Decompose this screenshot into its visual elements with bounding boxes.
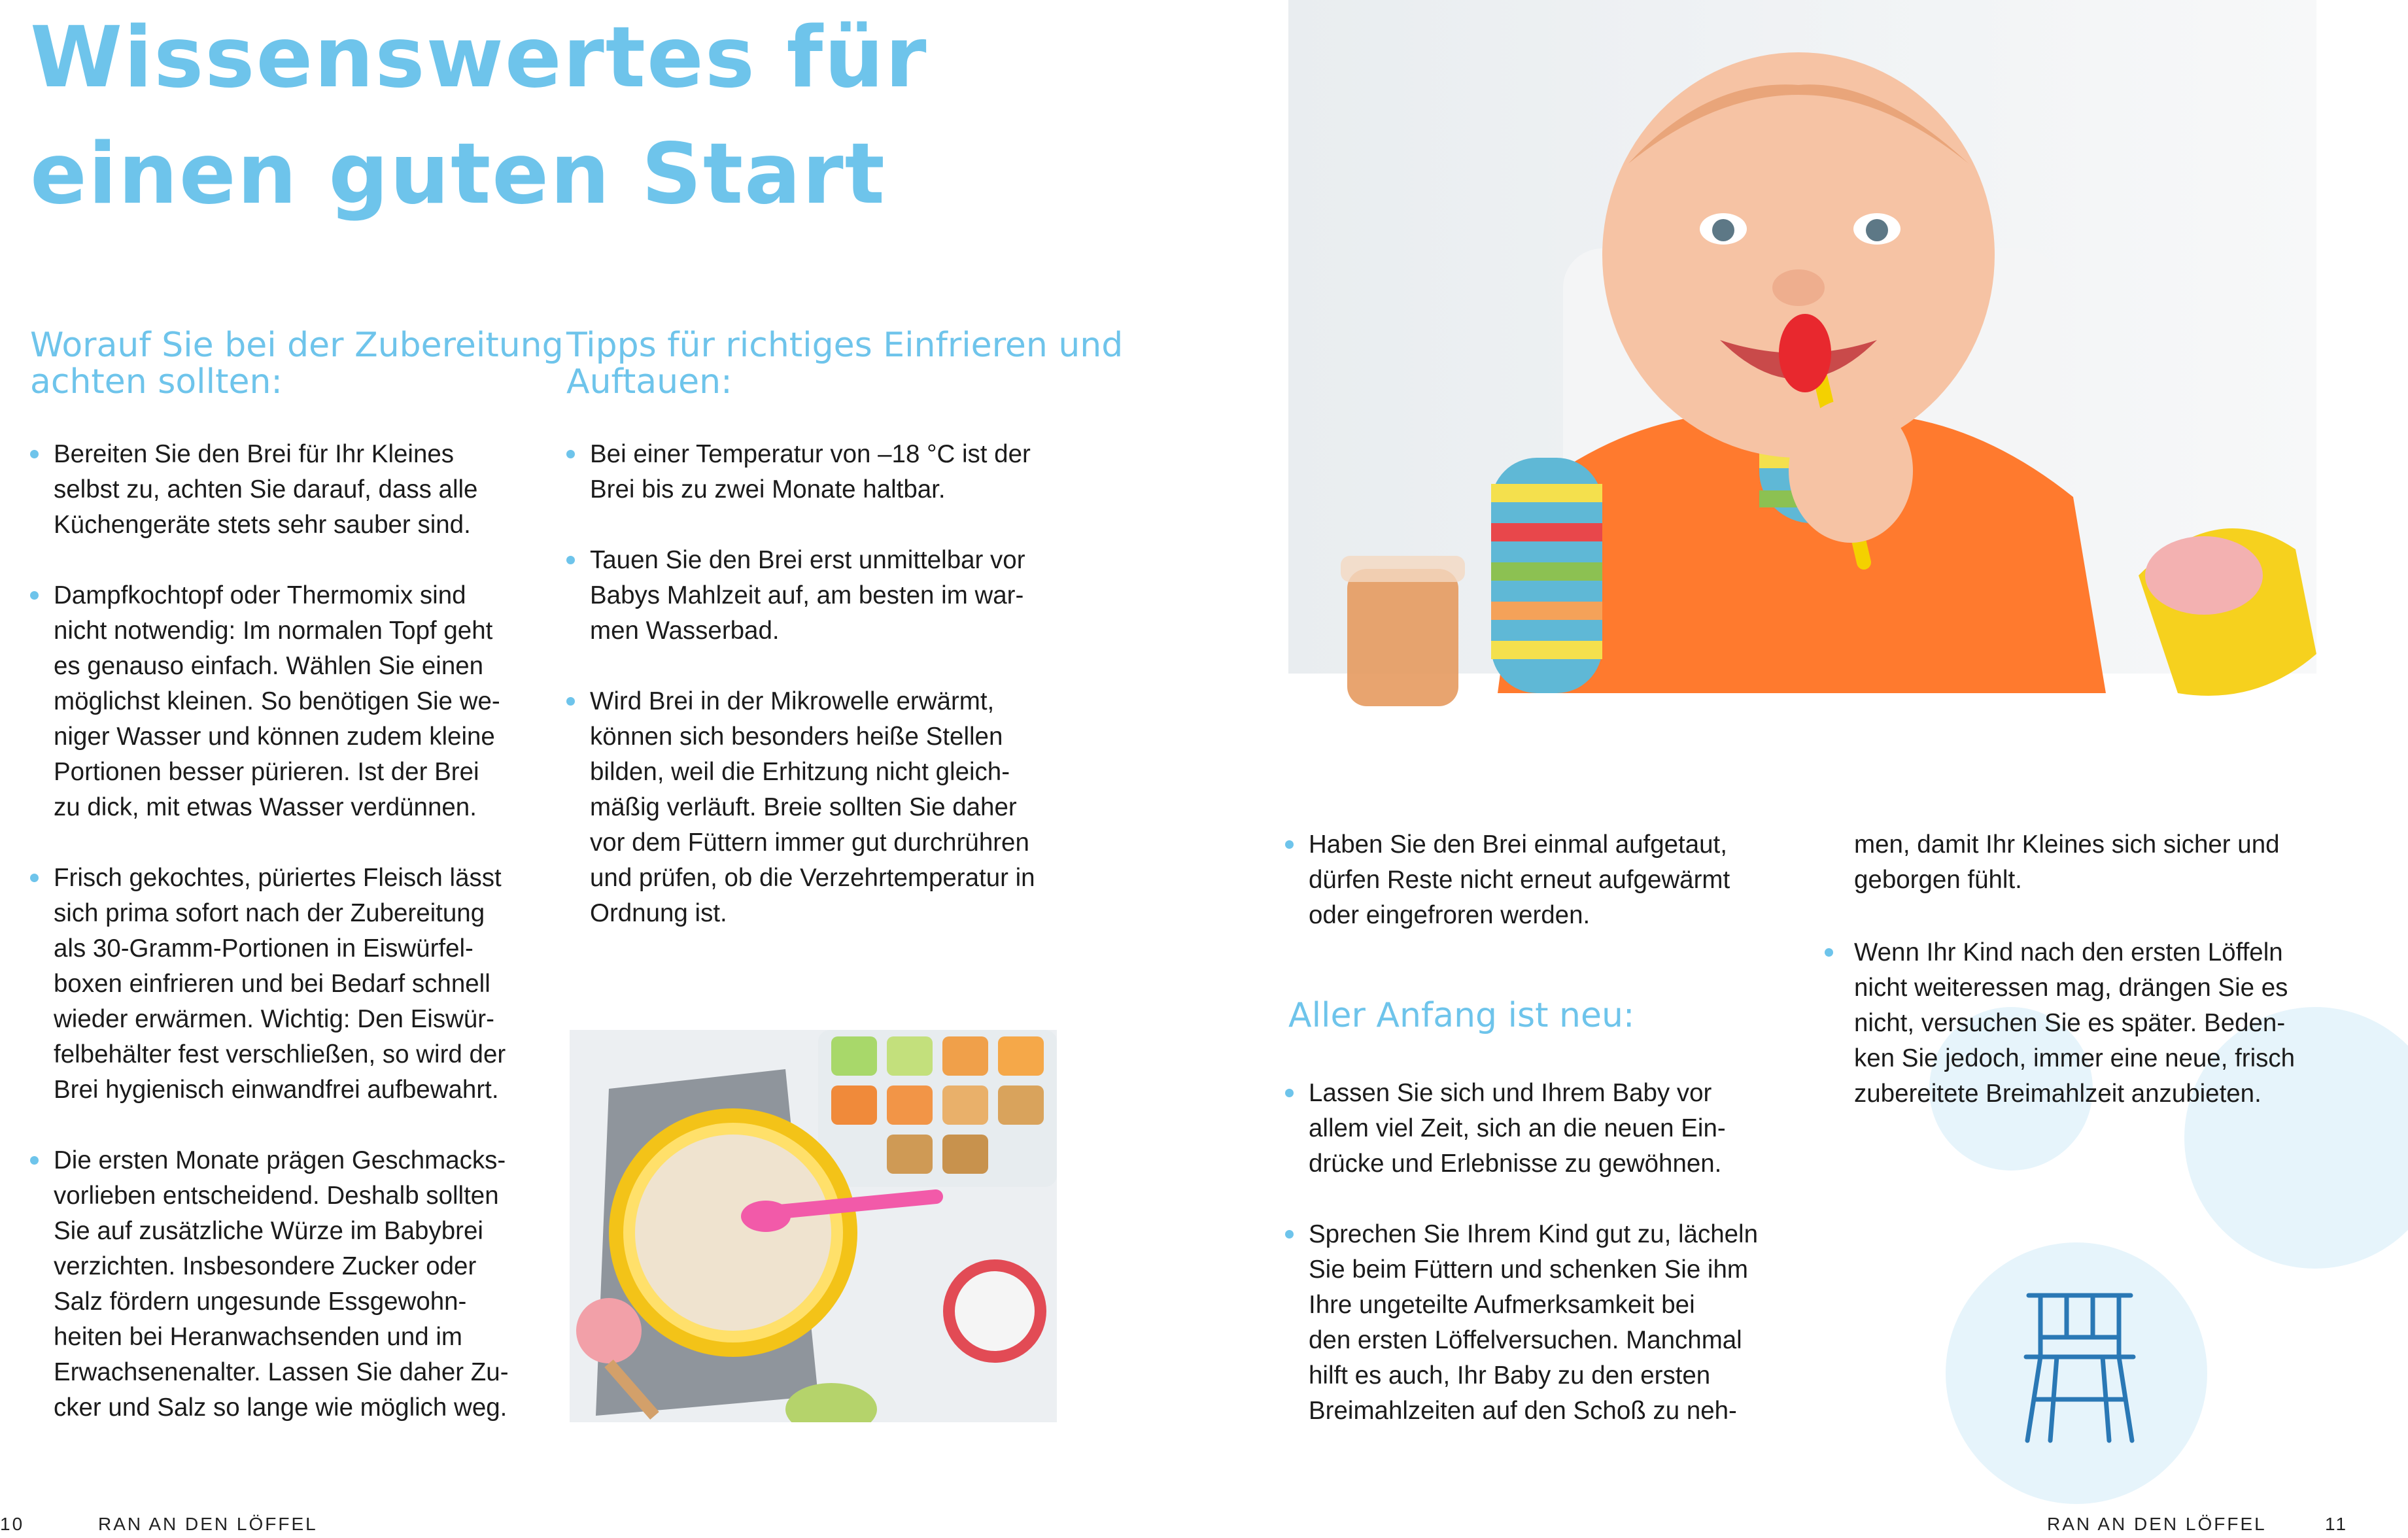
- heading-beginning: Aller Anfang ist neu:: [1288, 996, 1635, 1035]
- page-title-line-1: Wissenswertes für: [30, 9, 928, 107]
- baby-illustration: [1288, 0, 2316, 749]
- list-item: Dampfkochtopf oder Thermomix sind nicht notwendig: Im normalen Topf geht es genauso einfach. Wählen Sie einen möglichst kleinen. So benötigen Sie we- niger Wasser und können zudem kleine Portionen besser pürieren. Ist der Brei zu dick, mit etwas Wasser verdünnen.: [30, 578, 527, 825]
- high-chair-icon: [2021, 1291, 2139, 1445]
- list-item: Lassen Sie sich und Ihrem Baby vor allem viel Zeit, sich an die neuen Ein- drücke und Erlebnisse zu gewöhnen.: [1285, 1076, 1795, 1182]
- page-title: [30, 0, 927, 233]
- preparation-list: [30, 437, 527, 1461]
- continuation-text: men, damit Ihr Kleines sich sicher und geborgen fühlt.: [1854, 830, 2280, 894]
- running-head-right: RAN AN DEN LÖFFEL: [2047, 1514, 2267, 1534]
- bullet-dot-icon: [30, 591, 39, 600]
- bullet-dot-icon: [30, 450, 39, 458]
- list-item: Die ersten Monate prägen Geschmacks- vorlieben entscheidend. Deshalb sollten Sie auf zusätzliche Würze im Babybrei verzichten. Insbesondere Zucker oder Salz fördern ungesunde Essgewohn- heiten bei Heranwachsenden und im Erwachsenenalter. Lassen Sie daher Zu- cker und Salz so lange wie möglich weg.: [30, 1143, 527, 1426]
- bullet-dot-icon: [566, 556, 575, 564]
- heading-preparation: Worauf Sie bei der Zubereitung achten sollten:: [30, 326, 564, 402]
- striped-sleeve-left: [1491, 458, 1602, 693]
- bullet-dot-icon: [1285, 1089, 1294, 1097]
- beginning-list: [1285, 1076, 1795, 1464]
- list-item: Sprechen Sie Ihrem Kind gut zu, lächeln Sie beim Füttern und schenken Sie ihm Ihre ungeteilte Aufmerksamkeit bei den ersten Löffelversuchen. Manchmal hilft es auch, Ihr Baby zu den ersten Breimahlzeiten auf den Schoß zu neh-: [1285, 1217, 1795, 1429]
- bullet-dot-icon: [30, 874, 39, 882]
- page-title-line-2: einen guten Start: [30, 126, 886, 223]
- page-number-left: 10: [0, 1514, 25, 1534]
- bullet-dot-icon: [1285, 1230, 1294, 1239]
- bullet-dot-icon: [30, 1156, 39, 1165]
- patience-list: [1825, 935, 2335, 1147]
- bullet-dot-icon: [566, 450, 575, 458]
- baby-food-illustration: [570, 1030, 1057, 1422]
- bullet-dot-icon: [1825, 948, 1833, 957]
- list-item: Bereiten Sie den Brei für Ihr Kleines selbst zu, achten Sie darauf, dass alle Küchengeräte stets sehr sauber sind.: [30, 437, 527, 543]
- baby-photo: [1288, 0, 2316, 749]
- bullet-dot-icon: [1285, 840, 1294, 849]
- running-head-left: RAN AN DEN LÖFFEL: [98, 1514, 318, 1534]
- thawed-list: [1285, 827, 1795, 968]
- list-item: Frisch gekochtes, püriertes Fleisch lässt sich prima sofort nach der Zubereitung als 30-Gramm-Portionen in Eiswürfel- boxen einfrieren und bei Bedarf schnell wieder erwärmen. Wichtig: Den Eiswür- felbehälter fest verschließen, so wird der Brei hygienisch einwandfrei aufbewahrt.: [30, 861, 527, 1108]
- freezing-list: [566, 437, 1063, 966]
- baby-food-photo: [570, 1030, 1057, 1422]
- list-item: Wenn Ihr Kind nach den ersten Löffeln nicht weiteressen mag, drängen Sie es nicht, versuchen Sie es später. Beden- ken Sie jedoch, immer eine neue, frisch zubereitete Breimahlzeit anzubieten.: [1825, 935, 2335, 1112]
- list-item: Haben Sie den Brei einmal aufgetaut, dürfen Reste nicht erneut aufgewärmt oder eingefroren werden.: [1285, 827, 1795, 933]
- page-number-right: 11: [2325, 1514, 2348, 1534]
- list-item: Tauen Sie den Brei erst unmittelbar vor Babys Mahlzeit auf, am besten im war- men Wasserbad.: [566, 543, 1063, 649]
- list-item: Bei einer Temperatur von –18 °C ist der Brei bis zu zwei Monate haltbar.: [566, 437, 1063, 507]
- bullet-dot-icon: [566, 697, 575, 706]
- list-item: Wird Brei in der Mikrowelle erwärmt, können sich besonders heiße Stellen bilden, weil die Erhitzung nicht gleich- mäßig verläuft. Breie sollten Sie daher vor dem Füttern immer gut durchrühren und prüfen, ob die Verzehrtemperatur in Ordnung ist.: [566, 684, 1063, 931]
- heading-freezing: Tipps für richtiges Einfrieren und Auftauen:: [566, 326, 1124, 402]
